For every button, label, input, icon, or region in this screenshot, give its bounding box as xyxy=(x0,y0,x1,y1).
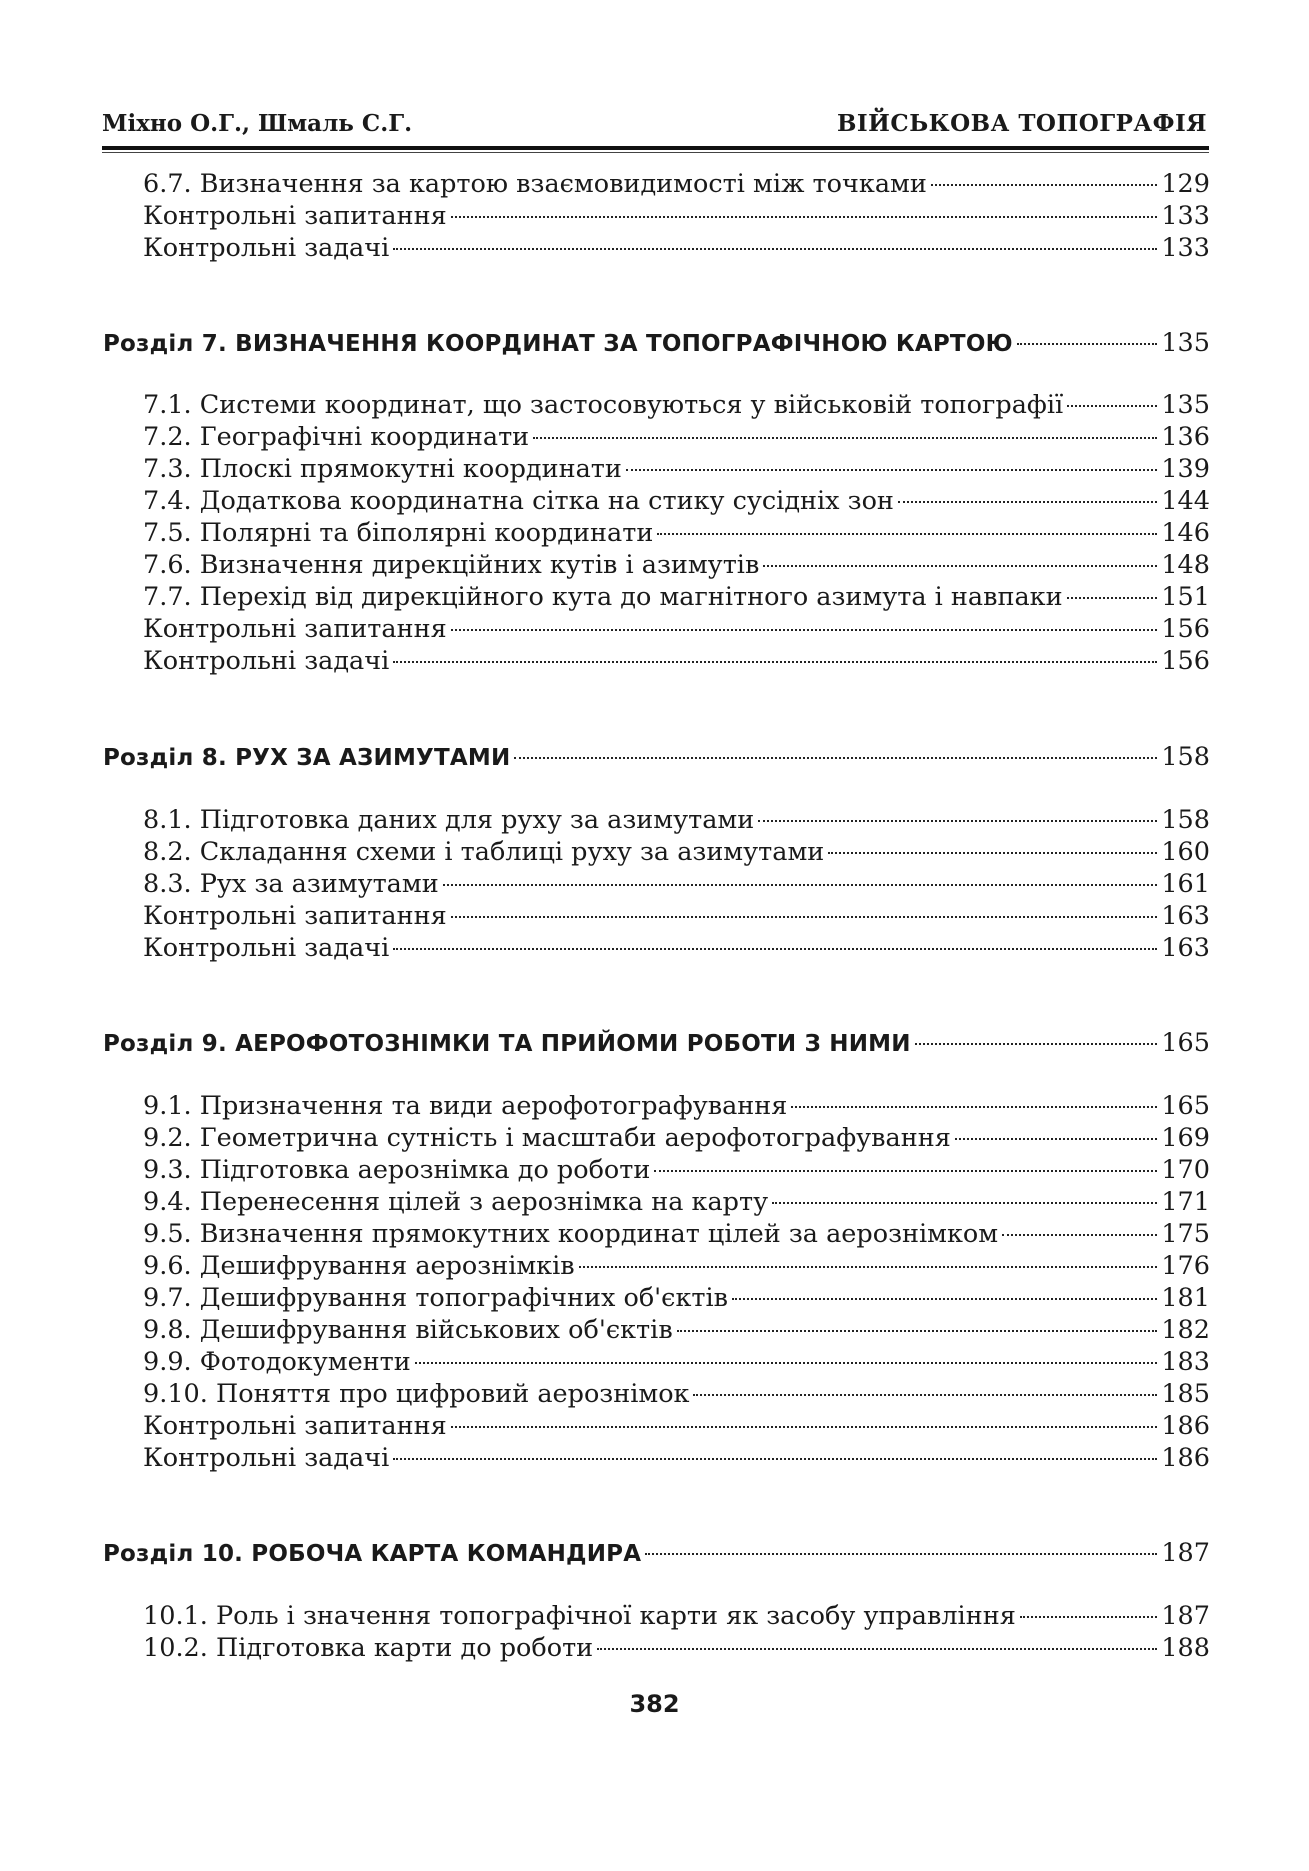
toc-entry-page: 187 xyxy=(1161,1538,1210,1568)
toc-entry xyxy=(143,233,1210,263)
toc-entry xyxy=(143,1347,1210,1377)
toc-entry-title: 7.1. Системи координат, що застосовуються у військовій топографії xyxy=(143,390,1064,420)
toc-entry-page: 185 xyxy=(1161,1379,1210,1409)
toc-entry-title: Контрольні запитання xyxy=(143,201,447,231)
toc-entry xyxy=(143,390,1210,420)
toc-entry-title: Розділ 10. РОБОЧА КАРТА КОМАНДИРА xyxy=(103,1541,642,1567)
dot-leader xyxy=(915,1043,1158,1045)
toc-entry-page: 163 xyxy=(1161,933,1210,963)
dot-leader xyxy=(654,1170,1157,1172)
toc-entry-title: Контрольні запитання xyxy=(143,614,447,644)
dot-leader xyxy=(1002,1234,1157,1236)
toc-entry-page: 186 xyxy=(1161,1443,1210,1473)
toc-entry-page: 135 xyxy=(1161,328,1210,358)
dot-leader xyxy=(415,1362,1158,1364)
toc-entry-title: Контрольні запитання xyxy=(143,1411,447,1441)
toc-entry-page: 181 xyxy=(1161,1283,1210,1313)
toc-entry xyxy=(143,869,1210,899)
toc-entry-page: 146 xyxy=(1161,518,1210,548)
toc-entry-page: 187 xyxy=(1161,1601,1210,1631)
dot-leader xyxy=(597,1648,1157,1650)
toc-entry xyxy=(143,1379,1210,1409)
toc-entry xyxy=(143,1187,1210,1217)
toc-entry xyxy=(143,1411,1210,1441)
toc-entry-title: 9.10. Поняття про цифровий аерознімок xyxy=(143,1379,690,1409)
dot-leader xyxy=(677,1330,1158,1332)
dot-leader xyxy=(645,1553,1157,1555)
toc-section-entry xyxy=(103,1028,1210,1058)
toc-entry-page: 163 xyxy=(1161,901,1210,931)
header-rule-thin xyxy=(102,152,1209,153)
dot-leader xyxy=(579,1266,1158,1268)
toc-entry-page: 156 xyxy=(1161,646,1210,676)
toc-entry-title: 9.1. Призначення та види аерофотографування xyxy=(143,1091,788,1121)
toc-entry-title: 7.6. Визначення дирекційних кутів і азимутів xyxy=(143,550,760,580)
toc-entry xyxy=(143,1219,1210,1249)
toc-entry-title: 10.2. Підготовка карти до роботи xyxy=(143,1633,594,1663)
toc-entry xyxy=(143,646,1210,676)
toc-entry-title: Контрольні задачі xyxy=(143,646,390,676)
toc-entry-title: 7.5. Полярні та біполярні координати xyxy=(143,518,654,548)
toc-entry-title: 7.3. Плоскі прямокутні координати xyxy=(143,454,622,484)
dot-leader xyxy=(931,184,1157,186)
toc-section-entry xyxy=(103,742,1210,772)
dot-leader xyxy=(451,216,1158,218)
toc-entry xyxy=(143,422,1210,452)
dot-leader xyxy=(451,916,1158,918)
dot-leader xyxy=(898,501,1157,503)
toc-entry-title: Контрольні задачі xyxy=(143,933,390,963)
toc-entry-page: 136 xyxy=(1161,422,1210,452)
toc-entry xyxy=(143,614,1210,644)
toc-entry-page: 171 xyxy=(1161,1187,1210,1217)
toc-entry xyxy=(143,518,1210,548)
toc-entry xyxy=(143,1251,1210,1281)
dot-leader xyxy=(758,820,1157,822)
dot-leader xyxy=(626,469,1157,471)
dot-leader xyxy=(451,1426,1158,1428)
toc-entry xyxy=(143,201,1210,231)
dot-leader xyxy=(514,757,1157,759)
toc-entry-title: 6.7. Визначення за картою взаємовидимості між точками xyxy=(143,169,927,199)
toc-entry xyxy=(143,486,1210,516)
toc-entry-title: 7.2. Географічні координати xyxy=(143,422,530,452)
toc-entry-page: 139 xyxy=(1161,454,1210,484)
toc-entry xyxy=(143,1601,1210,1631)
toc-entry-page: 160 xyxy=(1161,837,1210,867)
toc-entry xyxy=(143,1123,1210,1153)
dot-leader xyxy=(657,533,1157,535)
toc-entry-page: 156 xyxy=(1161,614,1210,644)
toc-entry-page: 158 xyxy=(1161,742,1210,772)
toc-entry-title: Контрольні задачі xyxy=(143,233,390,263)
toc-entry xyxy=(143,582,1210,612)
dot-leader xyxy=(772,1202,1157,1204)
toc-entry-title: 8.1. Підготовка даних для руху за азимутами xyxy=(143,805,755,835)
toc-entry-title: Контрольні задачі xyxy=(143,1443,390,1473)
toc-entry xyxy=(143,169,1210,199)
toc-entry-title: 7.7. Перехід від дирекційного кута до магнітного азимута і навпаки xyxy=(143,582,1063,612)
toc-entry xyxy=(143,1091,1210,1121)
toc-entry-page: 182 xyxy=(1161,1315,1210,1345)
dot-leader xyxy=(791,1106,1157,1108)
toc-entry xyxy=(143,454,1210,484)
toc-entry-page: 151 xyxy=(1161,582,1210,612)
dot-leader xyxy=(1067,405,1157,407)
toc-entry-page: 186 xyxy=(1161,1411,1210,1441)
dot-leader xyxy=(828,852,1157,854)
toc-entry-page: 170 xyxy=(1161,1155,1210,1185)
toc-entry-page: 135 xyxy=(1161,390,1210,420)
toc-entry-page: 161 xyxy=(1161,869,1210,899)
toc-entry-title: 9.3. Підготовка аерознімка до роботи xyxy=(143,1155,651,1185)
toc-entry-title: 8.3. Рух за азимутами xyxy=(143,869,439,899)
toc-entry-title: 8.2. Складання схеми і таблиці руху за азимутами xyxy=(143,837,825,867)
toc-entry-page: 165 xyxy=(1161,1028,1210,1058)
running-header xyxy=(102,110,1207,146)
toc-section-entry xyxy=(103,328,1210,358)
toc-entry-page: 158 xyxy=(1161,805,1210,835)
dot-leader xyxy=(693,1394,1157,1396)
toc-entry-title: 9.4. Перенесення цілей з аерознімка на карту xyxy=(143,1187,769,1217)
toc-entry-title: 10.1. Роль і значення топографічної карти як засобу управління xyxy=(143,1601,1016,1631)
dot-leader xyxy=(393,1458,1157,1460)
toc-entry-page: 183 xyxy=(1161,1347,1210,1377)
toc-section-entry xyxy=(103,1538,1210,1568)
toc-entry-page: 176 xyxy=(1161,1251,1210,1281)
toc-entry-page: 165 xyxy=(1161,1091,1210,1121)
dot-leader xyxy=(955,1138,1158,1140)
dot-leader xyxy=(393,661,1157,663)
dot-leader xyxy=(1017,343,1158,345)
toc-entry-title: 9.2. Геометрична сутність і масштаби аерофотографування xyxy=(143,1123,951,1153)
toc-entry-title: 9.6. Дешифрування аерознімків xyxy=(143,1251,575,1281)
toc-entry xyxy=(143,901,1210,931)
dot-leader xyxy=(393,948,1157,950)
toc-entry xyxy=(143,1283,1210,1313)
toc-entry-page: 129 xyxy=(1161,169,1210,199)
toc-entry-title: 9.7. Дешифрування топографічних об'єктів xyxy=(143,1283,729,1313)
header-book-title: ВІЙСЬКОВА ТОПОГРАФІЯ xyxy=(836,110,1207,137)
toc-entry xyxy=(143,1633,1210,1663)
dot-leader xyxy=(1067,597,1158,599)
toc-entry-title: Контрольні запитання xyxy=(143,901,447,931)
toc-entry-page: 148 xyxy=(1161,550,1210,580)
toc-entry xyxy=(143,1443,1210,1473)
toc-entry xyxy=(143,933,1210,963)
toc-entry xyxy=(143,805,1210,835)
page-number: 382 xyxy=(629,1690,680,1718)
dot-leader xyxy=(763,565,1157,567)
toc-entry-title: 7.4. Додаткова координатна сітка на стику сусідніх зон xyxy=(143,486,894,516)
toc-entry xyxy=(143,1315,1210,1345)
dot-leader xyxy=(393,248,1157,250)
toc-entry-page: 133 xyxy=(1161,233,1210,263)
toc-entry-page: 188 xyxy=(1161,1633,1210,1663)
dot-leader xyxy=(732,1298,1157,1300)
toc-entry-title: Розділ 8. РУХ ЗА АЗИМУТАМИ xyxy=(103,745,511,771)
dot-leader xyxy=(451,629,1158,631)
header-authors: Міхно О.Г., Шмаль С.Г. xyxy=(102,110,413,137)
header-rule xyxy=(102,146,1209,150)
toc-entry-page: 169 xyxy=(1161,1123,1210,1153)
toc-entry xyxy=(143,837,1210,867)
toc-entry-page: 144 xyxy=(1161,486,1210,516)
dot-leader xyxy=(533,437,1157,439)
toc-entry xyxy=(143,550,1210,580)
dot-leader xyxy=(443,884,1158,886)
toc-entry-page: 175 xyxy=(1161,1219,1210,1249)
toc-entry-title: 9.5. Визначення прямокутних координат цілей за аерознімком xyxy=(143,1219,999,1249)
toc-entry-title: 9.8. Дешифрування військових об'єктів xyxy=(143,1315,673,1345)
dot-leader xyxy=(1020,1616,1158,1618)
toc-entry-page: 133 xyxy=(1161,201,1210,231)
toc-entry xyxy=(143,1155,1210,1185)
toc-entry-title: Розділ 7. ВИЗНАЧЕННЯ КООРДИНАТ ЗА ТОПОГРАФІЧНОЮ КАРТОЮ xyxy=(103,331,1013,357)
toc-entry-title: Розділ 9. АЕРОФОТОЗНІМКИ ТА ПРИЙОМИ РОБОТИ З НИМИ xyxy=(103,1031,911,1057)
toc-entry-title: 9.9. Фотодокументи xyxy=(143,1347,411,1377)
